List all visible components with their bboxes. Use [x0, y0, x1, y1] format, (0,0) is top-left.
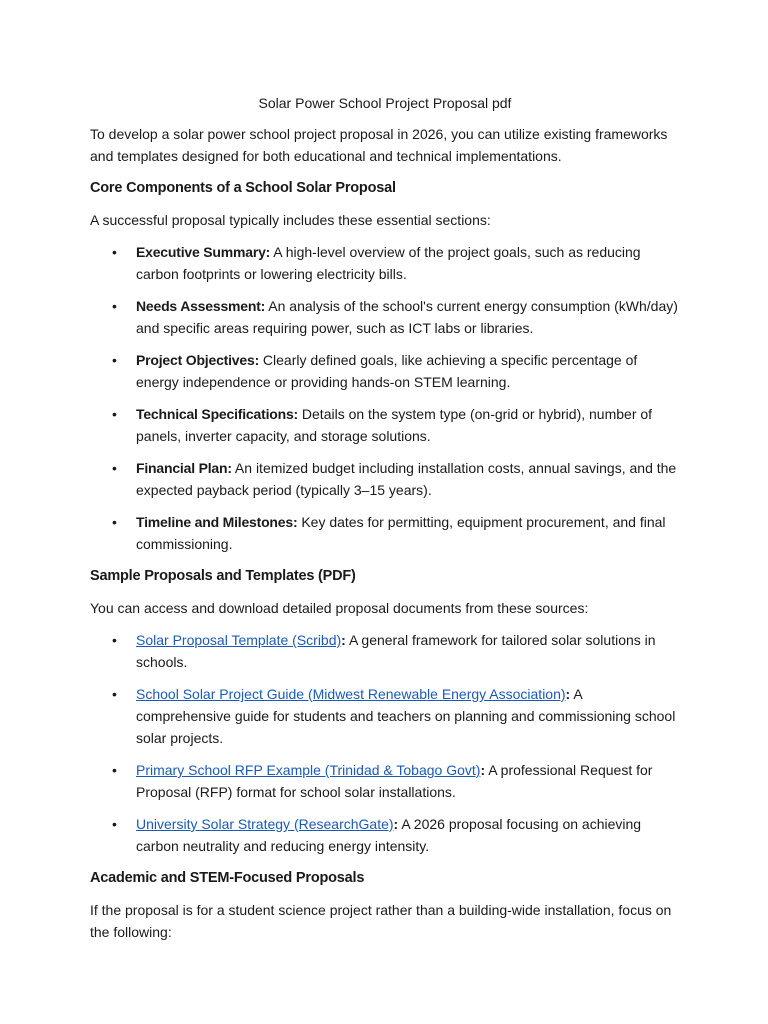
list-item-text: A 2026 proposal focusing on achieving carbon neutrality and reducing energy intensity. [136, 816, 642, 854]
document-page [90, 93, 680, 953]
samples-heading: Sample Proposals and Templates (PDF) [90, 568, 356, 584]
list-item-text: An analysis of the school's current energy consumption (kWh/day) and specific areas requiring power, such as ICT labs or libraries. [136, 298, 678, 336]
list-item-term: Technical Specifications: [136, 406, 299, 422]
list-item [90, 349, 680, 393]
list-item: • University Solar Strategy (ResearchGate): A 2026 proposal focusing on achieving carbon neutrality and reducing energy intensity. [90, 813, 680, 857]
mrea-guide-link[interactable]: School Solar Project Guide (Midwest Renewable Energy Association) [136, 686, 566, 702]
list-item [90, 295, 680, 339]
trinidad-rfp-link[interactable]: Primary School RFP Example (Trinidad & Tobago Govt) [136, 762, 481, 778]
list-item-text: An itemized budget including installation costs, annual savings, and the expected payback period (typically 3–15 years). [136, 460, 677, 498]
list-item-term: Needs Assessment: [136, 298, 266, 314]
list-item: • School Solar Project Guide (Midwest Renewable Energy Association): A comprehensive guide for students and teachers on planning and commissioning school solar projects. [90, 683, 680, 749]
core-components-lead: A successful proposal typically includes these essential sections: [90, 212, 491, 228]
list-item [90, 457, 680, 501]
core-components-heading: Core Components of a School Solar Proposal [90, 180, 396, 196]
list-item [90, 511, 680, 555]
list-item: • Primary School RFP Example (Trinidad & Tobago Govt): A professional Request for Proposal (RFP) format for school solar installations. [90, 759, 680, 803]
core-components-list [90, 241, 680, 555]
researchgate-strategy-link[interactable]: University Solar Strategy (ResearchGate) [136, 816, 394, 832]
list-item-term: Project Objectives: [136, 352, 260, 368]
document-title: Solar Power School Project Proposal pdf [258, 95, 512, 111]
intro-paragraph: To develop a solar power school project proposal in 2026, you can utilize existing frameworks and templates designed for both educational and technical implementations. [90, 126, 668, 164]
list-item-text: Details on the system type (on-grid or hybrid), number of panels, inverter capacity, and storage solutions. [136, 406, 653, 444]
academic-lead: If the proposal is for a student science project rather than a building-wide installation, focus on the following: [90, 902, 672, 940]
list-item-text: A general framework for tailored solar solutions in schools. [136, 632, 656, 670]
list-item [90, 241, 680, 285]
list-item-term: Financial Plan: [136, 460, 232, 476]
list-item-text: Key dates for permitting, equipment procurement, and final commissioning. [136, 514, 666, 552]
list-item-text: Clearly defined goals, like achieving a specific percentage of energy independence or providing hands-on STEM learning. [136, 352, 638, 390]
academic-heading: Academic and STEM-Focused Proposals [90, 870, 365, 886]
list-item-text: A high-level overview of the project goals, such as reducing carbon footprints or lowering electricity bills. [136, 244, 641, 282]
list-item: • Solar Proposal Template (Scribd): A general framework for tailored solar solutions in schools. [90, 629, 680, 673]
scribd-template-link[interactable]: Solar Proposal Template (Scribd) [136, 632, 342, 648]
samples-list [90, 629, 680, 857]
list-item-term: Executive Summary: [136, 244, 271, 260]
list-item-text: A comprehensive guide for students and teachers on planning and commissioning school solar projects. [136, 686, 676, 746]
list-item-term: Timeline and Milestones: [136, 514, 298, 530]
list-item [90, 403, 680, 447]
samples-lead: You can access and download detailed proposal documents from these sources: [90, 600, 589, 616]
list-item-text: A professional Request for Proposal (RFP) format for school solar installations. [136, 762, 653, 800]
